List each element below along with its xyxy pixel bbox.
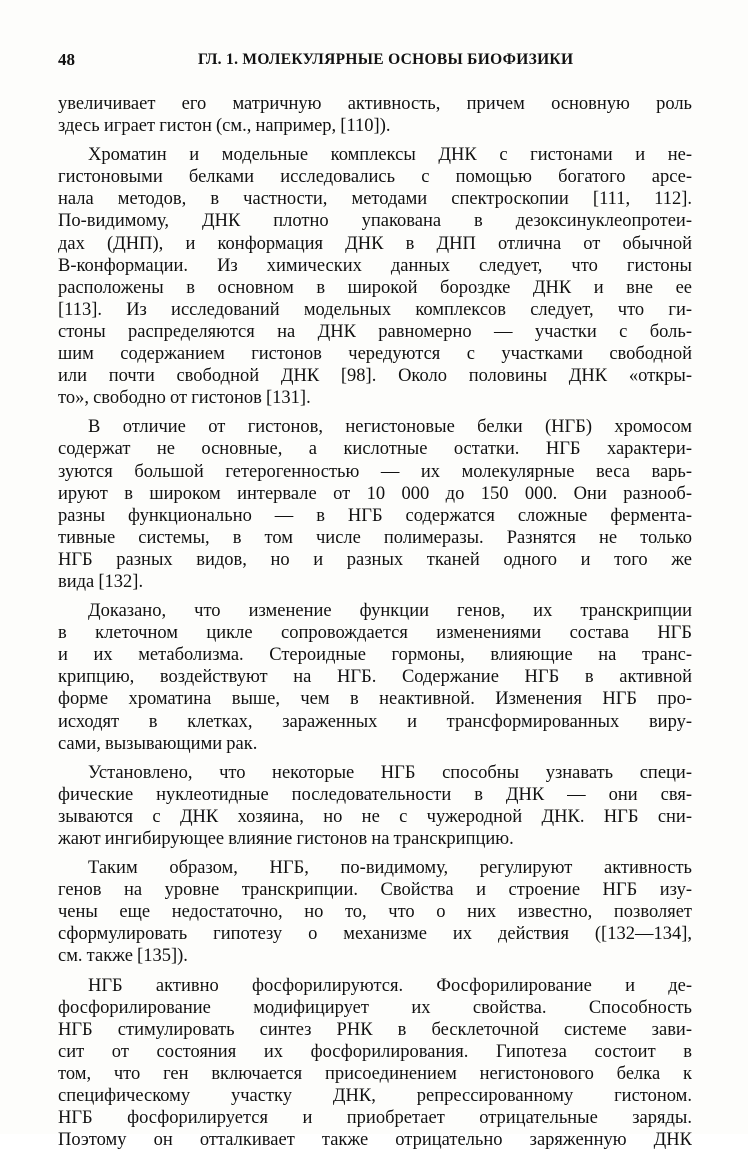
body-text [58, 93, 692, 1151]
paragraph [58, 416, 692, 593]
text-line: расположены в основном в широкой бороздке ДНК и вне ее [58, 277, 692, 298]
text-line: содержат не основные, а кислотные остатки. НГБ характери- [58, 439, 692, 460]
text-line: увеличивает его матричную активность, причем основную роль [58, 94, 692, 114]
text-line: здесь играет гистон (см., например, [110]). [58, 116, 391, 137]
text-line: НГБ активно фосфорилируются. Фосфорилирование и де- [88, 975, 692, 996]
text-line: разны функционально — в НГБ содержатся сложные фермента- [58, 505, 692, 526]
text-line: стоны распределяются на ДНК равномерно — участки с боль- [58, 321, 692, 342]
text-line: Доказано, что изменение функции генов, их транскрипции [88, 601, 692, 622]
text-line: Поэтому он отталкивает также отрицательно заряженную ДНК [58, 1130, 692, 1151]
text-line: жают ингибирующее влияние гистонов на транскрипцию. [58, 829, 514, 849]
text-line: чены еще недостаточно, но то, что о них известно, позволяет [58, 902, 692, 923]
text-line: фосфорилирование модифицирует их свойства. Способность [58, 997, 692, 1018]
text-line: см. также [135]). [58, 946, 188, 967]
text-line: Хроматин и модельные комплексы ДНК с гистонами и не- [88, 145, 692, 166]
text-line: гистоновыми белками исследовались с помощью богатого арсе- [58, 167, 692, 188]
paragraph [58, 144, 692, 409]
text-line: НГБ фосфорилируется и приобретает отрицательные заряды. [58, 1108, 692, 1129]
page-header [58, 50, 692, 74]
text-line: форме хроматина выше, чем в неактивной. Изменения НГБ про- [58, 689, 692, 710]
text-line: вида [132]. [58, 571, 144, 592]
text-line: и их метаболизма. Стероидные гормоны, влияющие на транс- [58, 645, 692, 666]
text-line: фические нуклеотидные последовательности в ДНК — они свя- [58, 784, 692, 805]
text-line: исходят в клетках, зараженных и трансформированных виру- [58, 711, 692, 732]
text-line: дах (ДНП), и конформация ДНК в ДНП отлична от обычной [58, 233, 692, 254]
text-line: шим содержанием гистонов чередуются с участками свободной [58, 344, 692, 365]
text-line: тивные системы, в том числе полимеразы. Разнятся не только [58, 527, 692, 548]
text-line: сит от состояния их фосфорилирования. Гипотеза состоит в [58, 1041, 692, 1062]
text-line: или почти свободной ДНК [98]. Около половины ДНК «откры- [58, 366, 692, 387]
paragraph [58, 975, 692, 1151]
paragraph [58, 857, 692, 967]
page-number: 48 [58, 50, 75, 69]
text-line: [113]. Из исследований модельных комплексов следует, что ги- [58, 299, 692, 320]
paragraph [58, 93, 692, 137]
text-line: специфическому участку ДНК, репрессированному гистоном. [58, 1086, 692, 1107]
paragraph [58, 600, 692, 755]
running-head: ГЛ. 1. МОЛЕКУЛЯРНЫЕ ОСНОВЫ БИОФИЗИКИ [198, 51, 574, 68]
text-line: сформулировать гипотезу о механизме их действия ([132—134], [58, 924, 692, 945]
text-line: генов на уровне транскрипции. Свойства и строение НГБ изу- [58, 880, 692, 901]
text-line: НГБ разных видов, но и разных тканей одного и того же [58, 549, 692, 570]
text-line: зуются большой гетерогенностью — их молекулярные веса варь- [58, 461, 692, 482]
paragraph [58, 762, 692, 850]
text-line: В отличие от гистонов, негистоновые белки (НГБ) хромосом [88, 417, 692, 438]
text-line: сами, вызывающими рак. [58, 733, 258, 754]
text-line: нала методов, в частности, методами спектроскопии [111, 112]. [58, 189, 692, 210]
text-line: Установлено, что некоторые НГБ способны узнавать специ- [88, 762, 692, 783]
text-line: НГБ стимулировать синтез РНК в бесклеточной системе зави- [58, 1019, 692, 1040]
text-line: то», свободно от гистонов [131]. [58, 388, 311, 409]
text-line: B-конформации. Из химических данных следует, что гистоны [58, 255, 692, 276]
text-line: в клеточном цикле сопровождается изменениями состава НГБ [58, 623, 692, 644]
text-line: зываются с ДНК хозяина, но не с чужеродной ДНК. НГБ сни- [58, 806, 692, 827]
text-line: ируют в широком интервале от 10 000 до 150 000. Они разнооб- [58, 483, 692, 504]
text-line: крипцию, воздействуют на НГБ. Содержание НГБ в активной [58, 667, 692, 688]
text-line: том, что ген включается присоединением негистонового белка к [58, 1063, 692, 1084]
text-line: Таким образом, НГБ, по-видимому, регулируют активность [88, 858, 692, 879]
text-line: По-видимому, ДНК плотно упакована в дезоксинуклеопротеи- [58, 211, 692, 232]
